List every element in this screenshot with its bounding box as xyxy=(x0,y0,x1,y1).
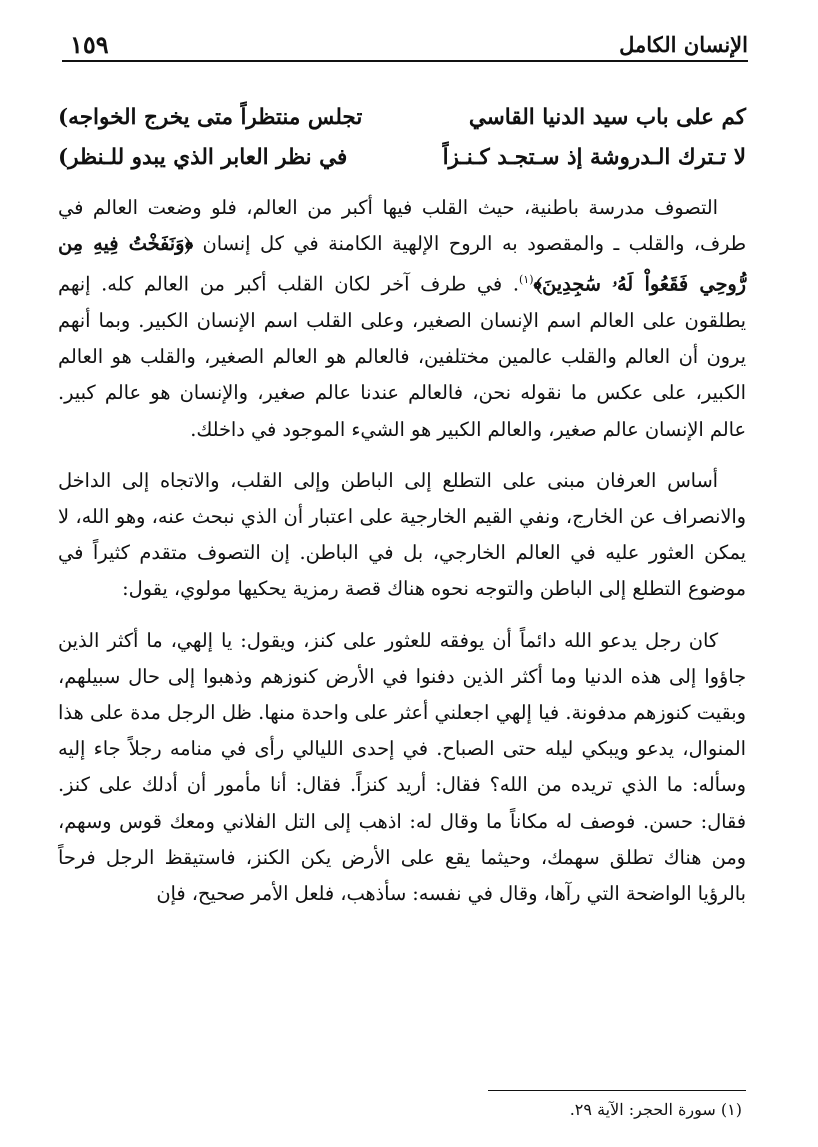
footnote: (١) سورة الحجر: الآية ٢٩. xyxy=(569,1100,742,1119)
page-header xyxy=(62,30,748,64)
footnote-reference: (١) xyxy=(519,273,534,287)
paragraph-text: . في طرف آخر لكان القلب أكبر من العالم كله. إنهم يطلقون على العالم اسم الإنسان الصغير، وعلى القلب اسم الإنسان الكبير. وبما أنهم يرون أن العالم والقلب عالمين مختلفين، فالعالم هو العالم الصغير، والقلب هو العالم الكبير، على عكس ما نقوله نحن، فالعالم عندنا عالم صغير، والإنسان هو عالم كبير. عالم الإنسان عالم صغير، والعالم الكبير هو الشيء الموجود في داخلك. xyxy=(58,272,746,441)
footnote-rule xyxy=(488,1090,746,1091)
quran-verse: ﴿وَنَفَخْتُ فِيهِ مِن رُّوحِي فَقَعُواْ لَهُۥ سَٰجِدِينَ﴾ xyxy=(58,232,746,296)
paragraph: كان رجل يدعو الله دائماً أن يوفقه للعثور على كنز، ويقول: يا إلهي، ما أكثر الذين جاؤوا إلى هذه الدنيا وما أكثر الذين دفنوا في الأرض كنوزهم وذهبوا إلى حال سبيلهم، وبقيت كنوزهم مدفونة. فيا إلهي اجعلني أعثر على واحدة منها. ظل الرجل مدة على هذا المنوال، يدعو ويبكي ليله حتى الصباح. في إحدى الليالي رأى في منامه رجلاً جاء إليه وسأله: ما الذي تريده من الله؟ فقال: أريد كنزاً. فقال: أنا مأمور أن أدلك على كنز. فقال: حسن. فوصف له مكاناً ما وقال له: اذهب إلى التل الفلاني ومعك قوس وسهم، ومن هناك تطلق سهمك، وحيثما يقع على الأرض يكن الكنز، فاستيقظ الرجل فرحاً بالرؤيا الواضحة التي رآها، وقال في نفسه: سأذهب، فلعل الأمر صحيح، فإن xyxy=(58,628,746,906)
paragraph: أساس العرفان مبنى على التطلع إلى الباطن وإلى القلب، والاتجاه إلى الداخل والانصراف عن الخارج، ونفي القيم الخارجية على اعتبار أن الذي نبحث عنه، وهو الله، لا يمكن العثور عليه في العالم الخارجي، بل في الباطن. إن التصوف متقدم كثيراً في موضوع التطلع إلى الباطن والتوجه نحوه هناك قصة رمزية يحكيها مولوي، يقول: xyxy=(58,468,746,601)
poem-verse xyxy=(58,98,746,138)
verse-hemistich: كم على باب سيد الدنيا القاسي xyxy=(468,105,746,130)
main-text xyxy=(58,190,746,927)
paragraph xyxy=(58,190,746,448)
verse-hemistich: في نظر العابر الذي يبدو للـنظر) xyxy=(58,145,348,170)
paragraph-text: التصوف مدرسة باطنية، حيث القلب فيها أكبر من العالم، فلو وضعت العالم في طرف، والقلب ـ والمقصود به الروح الإلهية الكامنة في كل إنسان xyxy=(58,196,746,256)
header-rule xyxy=(62,60,748,62)
page-number: ١٥٩ xyxy=(70,30,109,59)
verse-hemistich: تجلس منتظراً متى يخرج الخواجه) xyxy=(58,105,363,130)
poem-verse xyxy=(58,138,746,178)
verse-hemistich: لا تـترك الـدروشة إذ سـتجـد كـنـزاً xyxy=(442,145,746,170)
running-title: الإنسان الكامل xyxy=(619,32,748,57)
poem-block xyxy=(58,98,746,178)
